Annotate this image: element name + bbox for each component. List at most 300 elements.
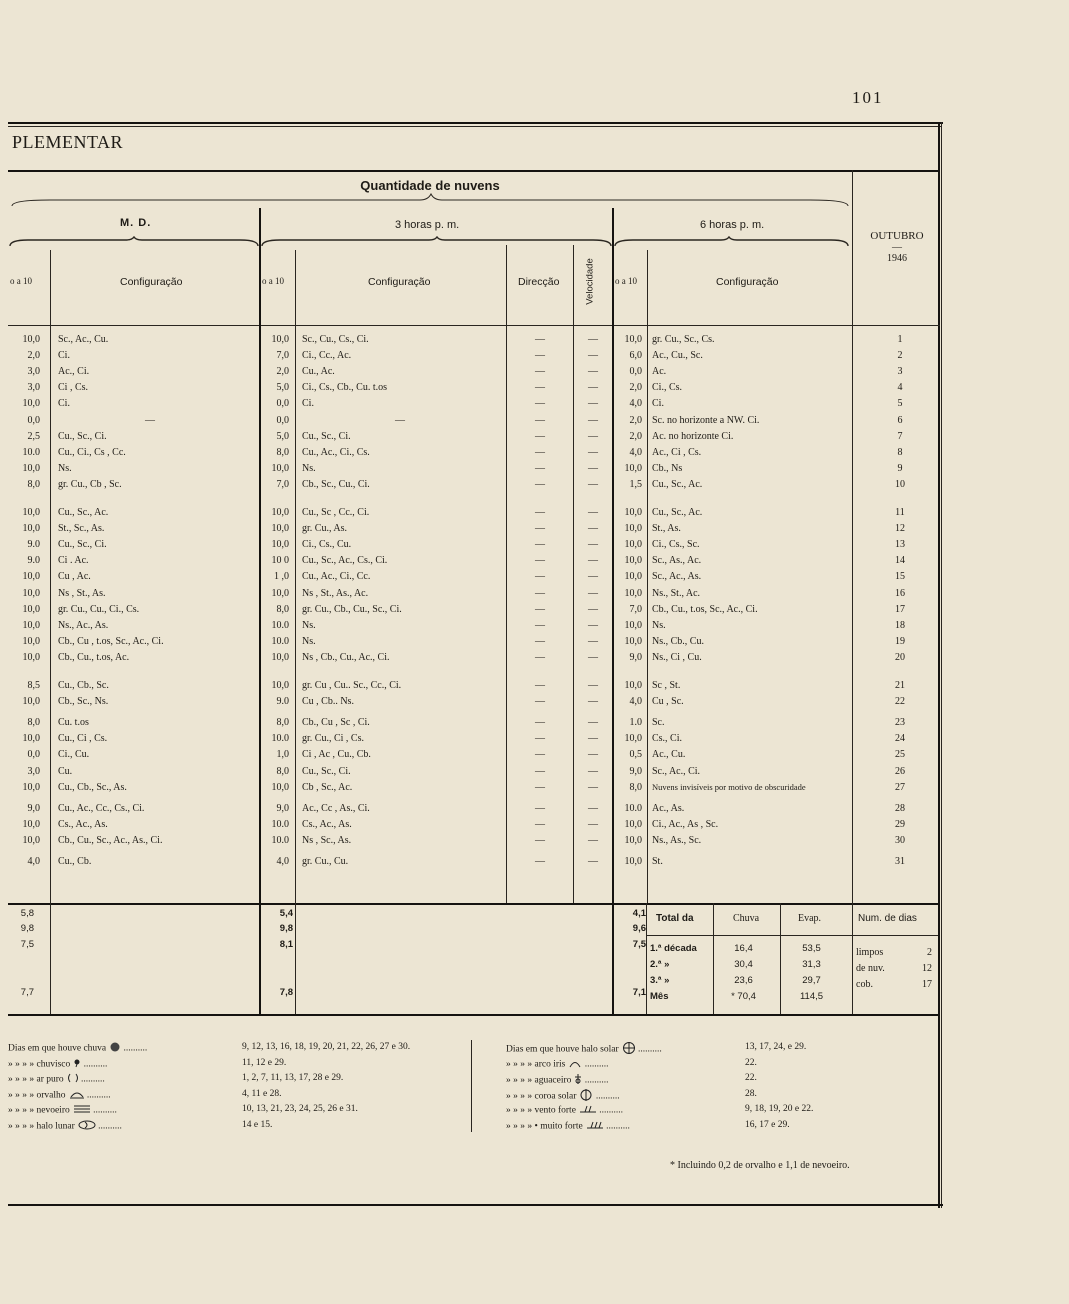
direction-value: — <box>535 749 545 761</box>
md-config: Cu. t.os <box>58 717 89 729</box>
direction-value: — <box>535 350 545 362</box>
legend-days: 13, 17, 24, e 29. <box>745 1042 807 1052</box>
h3-config: Cu., Ac., Ci., Cc. <box>302 571 371 583</box>
h6-amount: 10,0 <box>624 523 642 535</box>
leader-dots: .......... <box>582 1075 609 1086</box>
col-velocity: Velocidade <box>584 258 596 305</box>
md-config: Ns. <box>58 462 72 474</box>
md-config: gr. Cu., Cu., Ci., Cs. <box>58 603 140 615</box>
md-mean: 5,8 <box>20 908 34 919</box>
legend-label: » » » » arco iris <box>506 1059 566 1070</box>
direction-value: — <box>535 507 545 518</box>
h3-amount: 7,0 <box>276 350 289 362</box>
day-number: 29 <box>895 818 905 830</box>
h3-amount: 10.0 <box>271 834 289 846</box>
h6-amount: 10.0 <box>624 802 642 814</box>
month-name: OUTUBRO <box>870 230 924 242</box>
leader-dots: .......... <box>582 1059 609 1070</box>
legend-item <box>506 1042 662 1057</box>
h3-amount: 9,0 <box>276 802 289 814</box>
days-count-value: 2 <box>927 947 932 958</box>
h3-config: Cu., Ac., Ci., Cs. <box>302 446 370 458</box>
h6-amount: 2,0 <box>629 430 642 442</box>
clear-air-icon <box>67 1073 79 1086</box>
direction-value: — <box>535 539 545 551</box>
h3-amount: 9.0 <box>276 696 289 708</box>
h3-amount: 10.0 <box>271 818 289 830</box>
dew-icon <box>69 1089 85 1102</box>
md-config: St., Sc., As. <box>58 523 105 535</box>
md-config: Cb., Cu., t.os, Ac. <box>58 651 130 663</box>
md-amount: 3,0 <box>27 765 40 777</box>
h6-config: Ac., Ci , Cs. <box>652 446 702 458</box>
fog-icon <box>73 1104 91 1117</box>
legend-label: » » » » orvalho <box>8 1090 66 1101</box>
h6-amount: 1,5 <box>629 478 642 490</box>
h6-amount: 10,0 <box>624 834 642 846</box>
day-number: 19 <box>895 635 905 647</box>
legend-item <box>506 1058 609 1071</box>
h6-amount: 10,0 <box>624 733 642 745</box>
h3-amount: 10,0 <box>271 462 289 474</box>
md-config: Ns., Ac., As. <box>58 619 109 631</box>
h3-config: Cu., Sc , Cc., Ci. <box>302 507 370 518</box>
legend-days: 14 e 15. <box>242 1120 273 1130</box>
h6-config: Nuvens invisíveis por motivo de obscuridade <box>652 781 806 792</box>
totals-rain-value: * 70,4 <box>731 991 756 1002</box>
md-amount: 9.0 <box>27 555 40 567</box>
legend-item <box>506 1073 609 1088</box>
day-number: 8 <box>897 446 903 458</box>
day-number: 2 <box>897 350 903 362</box>
legend-item <box>8 1058 107 1071</box>
h3-config: gr. Cu., As. <box>302 523 348 535</box>
md-config: Cu., Ac., Cc., Cs., Ci. <box>58 802 145 814</box>
md-amount: 8,0 <box>27 478 40 490</box>
leader-dots: .......... <box>596 1106 624 1117</box>
velocity-value: — <box>588 555 598 567</box>
velocity-value: — <box>588 366 598 378</box>
md-amount: 10,0 <box>22 603 40 615</box>
md-amount: 10.0 <box>22 446 40 458</box>
h6-config: Ci., Cs., Sc. <box>652 539 700 551</box>
h6-config: Ci. <box>652 398 664 410</box>
md-config: — <box>145 414 155 426</box>
h6-amount: 10,0 <box>624 462 642 474</box>
md-amount: 8,5 <box>27 680 40 691</box>
h3-config: Cs., Ac., As. <box>302 818 352 830</box>
velocity-value: — <box>588 382 598 394</box>
h6-config: Cb., Ns <box>652 462 683 474</box>
day-number: 23 <box>895 717 905 729</box>
direction-value: — <box>535 765 545 777</box>
h6-config: Ac., Cu., Sc. <box>652 350 703 362</box>
velocity-value: — <box>588 523 598 535</box>
h3-amount: 10,0 <box>271 781 289 793</box>
h3-amount: 10 0 <box>271 555 289 567</box>
legend-label: » » » » aguaceiro <box>506 1075 572 1086</box>
day-number: 28 <box>895 802 905 814</box>
h6-amount: 10,0 <box>624 619 642 631</box>
h6-config: Cu., Sc., Ac. <box>652 507 703 518</box>
velocity-value: — <box>588 334 598 345</box>
h6-config: Ac. no horizonte Ci. <box>652 430 734 442</box>
direction-value: — <box>535 571 545 583</box>
md-amount: 0,0 <box>27 414 40 426</box>
h3-amount: 10.0 <box>271 619 289 631</box>
days-count-label: cob. <box>856 979 873 990</box>
h6-config: Ns. <box>652 619 666 631</box>
md-amount: 0,0 <box>27 749 40 761</box>
day-number: 27 <box>895 781 905 793</box>
day-number: 20 <box>895 651 905 663</box>
day-number: 26 <box>895 765 905 777</box>
totals-period-label: Mês <box>650 991 669 1002</box>
group-braces <box>8 236 853 250</box>
h6-amount: 8,0 <box>629 781 642 793</box>
md-config: Cu. <box>58 765 73 777</box>
velocity-value: — <box>588 680 598 691</box>
totals-evap-value: 114,5 <box>799 991 824 1002</box>
table-title: Quantidade de nuvens <box>360 178 500 193</box>
md-amount: 10,0 <box>22 651 40 663</box>
velocity-value: — <box>588 765 598 777</box>
col-direction: Direcção <box>518 276 560 288</box>
header-brace <box>10 192 852 208</box>
day-number: 5 <box>897 398 903 410</box>
h3-config: Ns. <box>302 462 316 474</box>
velocity-value: — <box>588 733 598 745</box>
velocity-value: — <box>588 414 598 426</box>
rainbow-icon <box>568 1058 582 1071</box>
h3-amount: 10,0 <box>271 539 289 551</box>
md-config: Cu., Cb., Sc., As. <box>58 781 127 793</box>
day-number: 31 <box>895 856 905 867</box>
legend-days: 22. <box>745 1057 757 1068</box>
h3-config: gr. Cu., Cu. <box>302 856 349 867</box>
h6-mean: 7,5 <box>632 939 646 950</box>
totals-rain-value: 16,4 <box>734 943 753 954</box>
h3-config: Ci., Cs., Cb., Cu. t.os <box>302 382 388 394</box>
h3-config: Cb , Sc., Ac. <box>302 781 353 793</box>
md-amount: 10,0 <box>22 334 40 345</box>
h3-amount: 10,0 <box>271 680 289 691</box>
leader-dots: .......... <box>81 1059 108 1070</box>
h3-amount: 0,0 <box>276 414 289 426</box>
h3-amount: 7,0 <box>276 478 289 490</box>
h6-amount: 2,0 <box>629 414 642 426</box>
legend-days: 4, 11 e 28. <box>242 1088 282 1099</box>
h6-config: Sc. no horizonte a NW. Ci. <box>652 414 760 426</box>
legend-days: 22. <box>745 1073 757 1084</box>
direction-value: — <box>535 446 545 458</box>
h6-amount: 9,0 <box>629 651 642 663</box>
h3-config: Cu., Sc., Ci. <box>302 765 351 777</box>
h3-config: Ns. <box>302 635 316 647</box>
h6-config: Ns., As., Sc. <box>652 834 702 846</box>
h3-config: Ns , Sc., As. <box>302 834 352 846</box>
very-strong-wind-icon <box>586 1120 604 1133</box>
velocity-value: — <box>588 571 598 583</box>
legend-item <box>8 1104 117 1117</box>
direction-value: — <box>535 462 545 474</box>
h3-amount: 1,0 <box>276 749 289 761</box>
h3-config: Ns. <box>302 619 316 631</box>
footnote: * Incluindo 0,2 de orvalho e 1,1 de nevoeiro. <box>670 1160 850 1171</box>
leader-dots: .......... <box>635 1044 662 1055</box>
md-amount: 8,0 <box>27 717 40 729</box>
h6-config: St. <box>652 856 663 867</box>
legend-label: » » » » ar puro <box>8 1074 64 1085</box>
day-number: 10 <box>895 478 905 490</box>
direction-value: — <box>535 414 545 426</box>
legend-days: 11, 12 e 29. <box>242 1057 287 1068</box>
h6-amount: 0,5 <box>629 749 642 761</box>
totals-period-label: 3.ª » <box>650 975 670 986</box>
legend-label: Dias em que houve chuva <box>8 1043 107 1054</box>
table-header-fragment: PLEMENTAR <box>12 132 124 152</box>
h3-config: Cu., Ac. <box>302 366 335 378</box>
legend-label: » » » » halo lunar <box>8 1121 75 1132</box>
velocity-value: — <box>588 398 598 410</box>
direction-value: — <box>535 635 545 647</box>
md-config: Cb., Cu., Sc., Ac., As., Ci. <box>58 834 163 846</box>
direction-value: — <box>535 382 545 394</box>
h3-config: Ci. <box>302 398 314 410</box>
h3-mean: 8,1 <box>279 939 293 950</box>
direction-value: — <box>535 555 545 567</box>
group-3h: 3 horas p. m. <box>395 219 460 231</box>
md-amount: 10,0 <box>22 523 40 535</box>
h6-config: Sc. <box>652 717 665 729</box>
md-config: Cu., Sc., Ci. <box>58 430 107 442</box>
leader-dots: .......... <box>90 1106 117 1117</box>
h3-config: Cu., Sc., Ac., Cs., Ci. <box>302 555 388 567</box>
legend-days: 16, 17 e 29. <box>745 1120 790 1130</box>
direction-value: — <box>535 619 545 631</box>
col-6h-scale: o a 10 <box>615 276 637 286</box>
md-amount: 10,0 <box>22 635 40 647</box>
md-amount: 10,0 <box>22 462 40 474</box>
h3-config: — <box>395 414 405 426</box>
h6-mean: 4,1 <box>632 908 646 919</box>
leader-dots: .......... <box>593 1091 620 1102</box>
md-config: Cu , Ac. <box>58 571 91 583</box>
h6-amount: 1.0 <box>629 717 642 729</box>
legend-days: 9, 18, 19, 20 e 22. <box>745 1104 814 1115</box>
h3-amount: 8,0 <box>276 603 289 615</box>
legend-days: 1, 2, 7, 11, 13, 17, 28 e 29. <box>242 1073 344 1084</box>
velocity-value: — <box>588 446 598 458</box>
group-6h: 6 horas p. m. <box>700 219 765 231</box>
md-amount: 10,0 <box>22 733 40 745</box>
day-number: 15 <box>895 571 905 583</box>
h3-config: Ns , St., As., Ac. <box>302 587 369 599</box>
days-count-label: limpos <box>856 947 884 958</box>
h6-amount: 2,0 <box>629 382 642 394</box>
h6-config: Sc., Ac., Ci. <box>652 765 701 777</box>
velocity-value: — <box>588 350 598 362</box>
md-amount: 10,0 <box>22 818 40 830</box>
legend-item <box>8 1073 105 1086</box>
h3-config: gr. Cu., Ci , Cs. <box>302 733 364 745</box>
h3-amount: 0,0 <box>276 398 289 410</box>
h3-config: Ci., Cs., Cu. <box>302 539 352 551</box>
md-mean: 9,8 <box>20 923 34 934</box>
h6-config: Ns., St., Ac. <box>652 587 701 599</box>
direction-value: — <box>535 781 545 793</box>
h6-amount: 10,0 <box>624 680 642 691</box>
legend-days: 9, 12, 13, 16, 18, 19, 20, 21, 22, 26, 27 e 30. <box>242 1042 411 1052</box>
h3-amount: 8,0 <box>276 446 289 458</box>
h3-amount: 10,0 <box>271 651 289 663</box>
md-amount: 10,0 <box>22 781 40 793</box>
col-md-config: Configuração <box>120 276 183 288</box>
md-mean: 7,7 <box>20 987 34 998</box>
h3-amount: 8,0 <box>276 717 289 729</box>
h3-amount: 5,0 <box>276 382 289 394</box>
legend-item <box>506 1120 630 1133</box>
velocity-value: — <box>588 587 598 599</box>
md-config: Cb., Cu , t.os, Sc., Ac., Ci. <box>58 635 164 647</box>
h6-config: Ac., As. <box>652 802 685 814</box>
strong-wind-icon <box>579 1104 597 1117</box>
direction-value: — <box>535 603 545 615</box>
day-number: 11 <box>895 507 905 518</box>
h3-config: Ns , Cb., Cu., Ac., Ci. <box>302 651 390 663</box>
h6-amount: 10,0 <box>624 555 642 567</box>
md-amount: 10,0 <box>22 398 40 410</box>
h3-amount: 10,0 <box>271 523 289 535</box>
direction-value: — <box>535 651 545 663</box>
h6-mean: 9,6 <box>632 923 646 934</box>
direction-value: — <box>535 856 545 867</box>
rain-dot-icon <box>109 1042 121 1055</box>
md-mean: 7,5 <box>20 939 34 950</box>
leader-dots: .......... <box>84 1090 111 1101</box>
day-number: 3 <box>897 366 903 378</box>
velocity-value: — <box>588 462 598 474</box>
md-amount: 10,0 <box>22 571 40 583</box>
direction-value: — <box>535 398 545 410</box>
h3-amount: 2,0 <box>276 366 289 378</box>
day-number: 30 <box>895 834 905 846</box>
totals-period-label: 2.ª » <box>650 959 670 970</box>
totals-evap-value: 31,3 <box>802 959 821 970</box>
month-year: 1946 <box>887 253 907 264</box>
md-config: Ns , St., As. <box>58 587 106 599</box>
h6-amount: 10,0 <box>624 635 642 647</box>
md-config: Cu., Sc., Ci. <box>58 539 107 551</box>
h6-amount: 10,0 <box>624 587 642 599</box>
velocity-value: — <box>588 802 598 814</box>
md-config: gr. Cu., Cb , Sc. <box>58 478 122 490</box>
days-count-value: 12 <box>922 963 932 974</box>
month-dash: — <box>892 242 902 253</box>
col-md-scale: o a 10 <box>10 276 32 286</box>
col-3h-config: Configuração <box>368 276 431 288</box>
h3-mean: 5,4 <box>279 908 293 919</box>
h6-amount: 4,0 <box>629 446 642 458</box>
h3-config: Ac., Cc , As., Ci. <box>302 802 370 814</box>
days-count-header: Num. de dias <box>858 913 917 924</box>
h3-amount: 4,0 <box>276 856 289 867</box>
legend-label: » » » » vento forte <box>506 1106 576 1117</box>
totals-evap-value: 53,5 <box>802 943 821 954</box>
h3-config: gr. Cu., Cb., Cu., Sc., Ci. <box>302 603 402 615</box>
day-number: 16 <box>895 587 905 599</box>
leader-dots: .......... <box>78 1074 105 1085</box>
h6-amount: 4,0 <box>629 398 642 410</box>
day-number: 7 <box>897 430 903 442</box>
h3-mean: 7,8 <box>279 987 293 998</box>
day-number: 18 <box>895 619 905 631</box>
leader-dots: .......... <box>121 1043 148 1054</box>
h6-amount: 0,0 <box>629 366 642 378</box>
group-md: M. D. <box>120 217 152 229</box>
md-config: Ci , Cs. <box>58 382 89 394</box>
legend-item <box>8 1042 147 1055</box>
h6-config: Cu., Sc., Ac. <box>652 478 703 490</box>
h3-amount: 5,0 <box>276 430 289 442</box>
velocity-value: — <box>588 856 598 867</box>
h6-config: gr. Cu., Sc., Cs. <box>652 334 715 345</box>
direction-value: — <box>535 802 545 814</box>
h6-config: Ac., Cu. <box>652 749 686 761</box>
md-amount: 9.0 <box>27 539 40 551</box>
h6-amount: 10,0 <box>624 539 642 551</box>
day-number: 1 <box>897 334 903 345</box>
md-config: Cb., Sc., Ns. <box>58 696 109 708</box>
totals-evap-value: 29,7 <box>802 975 821 986</box>
legend-item <box>506 1104 623 1117</box>
h6-config: Ci., Ac., As , Sc. <box>652 818 719 830</box>
h6-config: St., As. <box>652 523 681 535</box>
h6-config: Cs., Ci. <box>652 733 683 745</box>
velocity-value: — <box>588 635 598 647</box>
h6-amount: 4,0 <box>629 696 642 708</box>
h3-amount: 10.0 <box>271 635 289 647</box>
h3-config: Cu., Sc., Ci. <box>302 430 351 442</box>
velocity-value: — <box>588 749 598 761</box>
direction-value: — <box>535 733 545 745</box>
legend-label: » » » » coroa solar <box>506 1091 577 1102</box>
velocity-value: — <box>588 603 598 615</box>
h6-config: Ns., Cb., Cu. <box>652 635 704 647</box>
md-amount: 4,0 <box>27 856 40 867</box>
md-config: Cu., Ci., Cs , Cc. <box>58 446 126 458</box>
totals-col-rain: Chuva <box>733 913 760 924</box>
md-config: Ci . Ac. <box>58 555 89 567</box>
direction-value: — <box>535 834 545 846</box>
direction-value: — <box>535 680 545 691</box>
col-6h-config: Configuração <box>716 276 779 288</box>
h3-config: gr. Cu , Cu.. Sc., Cc., Ci. <box>302 680 402 691</box>
h3-config: Ci , Ac , Cu., Cb. <box>302 749 371 761</box>
lunar-halo-icon <box>78 1120 96 1133</box>
h6-amount: 10,0 <box>624 571 642 583</box>
day-number: 21 <box>895 680 905 691</box>
velocity-value: — <box>588 539 598 551</box>
md-amount: 10,0 <box>22 619 40 631</box>
direction-value: — <box>535 430 545 442</box>
legend-label: » » » » nevoeiro <box>8 1106 70 1117</box>
h6-config: Ns., Ci , Cu. <box>652 651 702 663</box>
direction-value: — <box>535 717 545 729</box>
md-config: Cu., Cb., Sc. <box>58 680 109 691</box>
md-amount: 2,0 <box>27 350 40 362</box>
legend-days: 10, 13, 21, 23, 24, 25, 26 e 31. <box>242 1104 358 1115</box>
